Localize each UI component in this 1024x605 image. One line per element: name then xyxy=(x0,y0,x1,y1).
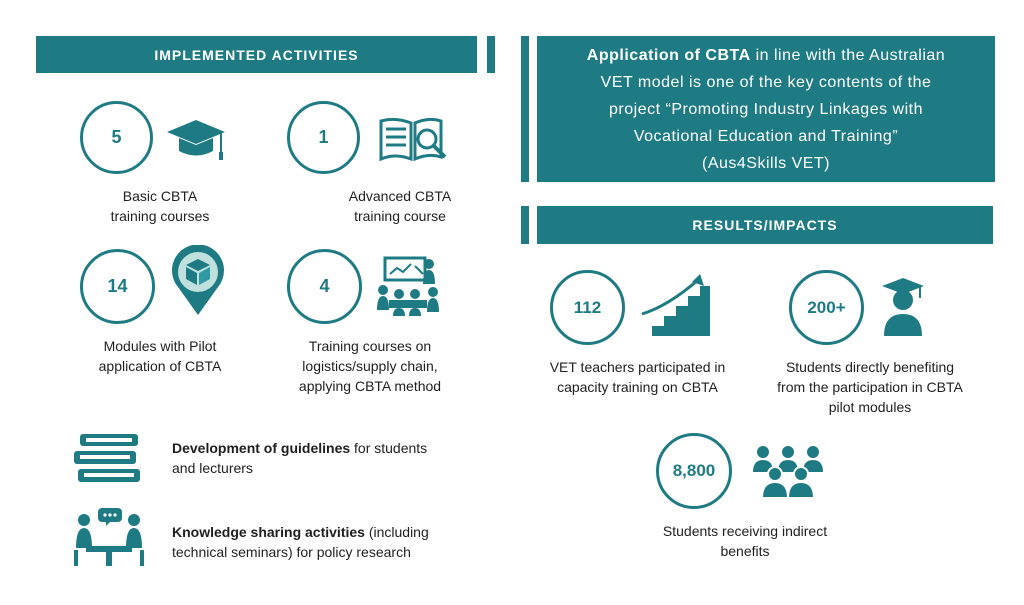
stat-value: 5 xyxy=(111,127,122,147)
stat-circle-logistics xyxy=(287,249,362,324)
results-impacts-banner xyxy=(537,206,993,244)
stat-value: 112 xyxy=(573,297,602,317)
stat-value: 200+ xyxy=(807,297,846,317)
application-of-cbta-box: Application of CBTA in line with the Australian VET model is one of the key contents of the project “Promoting Industry Linkages with Vocational Education and Training” (Aus4Skills VET) xyxy=(537,36,995,182)
results-side-bar xyxy=(521,206,529,244)
stat-caption-logistics: Training courses on logistics/supply chain, applying CBTA method xyxy=(298,338,442,394)
book-stack-icon xyxy=(72,432,144,484)
stat-value: 8,800 xyxy=(672,461,716,480)
stat-value: 1 xyxy=(318,127,329,147)
stat-caption-students-direct: Students directly benefiting from the participation in CBTA pilot modules xyxy=(777,359,963,415)
stat-circle-pilot-modules xyxy=(80,249,155,324)
stat-circle-advanced-cbta xyxy=(287,101,360,174)
presentation-meeting-icon xyxy=(375,256,441,316)
crowd-icon xyxy=(749,444,827,500)
growth-stairs-icon xyxy=(638,272,712,336)
package-pin-icon xyxy=(170,245,226,317)
graduate-student-icon xyxy=(880,276,926,338)
implemented-activities-banner xyxy=(36,36,477,73)
stat-caption-pilot-modules: Modules with Pilot application of CBTA xyxy=(98,338,222,374)
stat-circle-vet-teachers xyxy=(550,270,625,345)
results-impacts-heading: RESULTS/IMPACTS xyxy=(692,217,838,233)
book-magnifier-icon xyxy=(377,115,449,165)
stat-caption-vet-teachers: VET teachers participated in capacity training on CBTA xyxy=(549,359,726,395)
stat-circle-basic-cbta xyxy=(80,101,153,174)
graduation-cap-icon xyxy=(165,118,227,164)
implemented-activities-heading: IMPLEMENTED ACTIVITIES xyxy=(154,46,359,63)
guidelines-text: Development of guidelines for students and lecturers xyxy=(172,440,428,476)
divider-bar xyxy=(487,36,495,73)
knowledge-sharing-text: Knowledge sharing activities (including technical seminars) for policy research xyxy=(172,524,429,560)
application-side-bar xyxy=(521,36,529,182)
stat-value: 4 xyxy=(319,276,330,296)
stat-caption-advanced-cbta: Advanced CBTA training course xyxy=(348,188,452,224)
stat-circle-students-direct xyxy=(789,270,864,345)
stat-value: 14 xyxy=(107,276,128,296)
stat-caption-students-indirect: Students receiving indirect benefits xyxy=(662,523,828,559)
discussion-group-icon xyxy=(72,506,146,568)
stat-circle-students-indirect xyxy=(656,433,732,509)
stat-caption-basic-cbta: Basic CBTA training courses xyxy=(110,188,210,224)
